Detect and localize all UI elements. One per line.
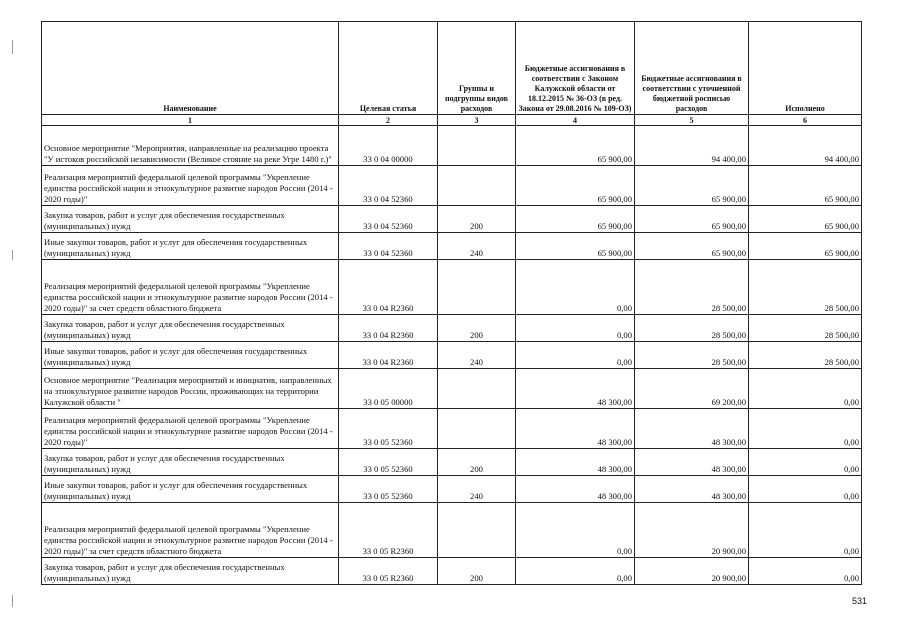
binder-mark-bottom — [12, 595, 13, 607]
header-name: Наименование — [42, 22, 339, 115]
row-group-code — [438, 126, 516, 166]
row-name: Иные закупки товаров, работ и услуг для обеспечения государственных (муниципальных) нужд — [42, 476, 339, 503]
row-law-amount: 65 900,00 — [516, 126, 635, 166]
row-group-code: 240 — [438, 342, 516, 369]
row-target-code: 33 0 04 52360 — [339, 166, 438, 206]
row-law-amount: 0,00 — [516, 503, 635, 558]
row-name: Закупка товаров, работ и услуг для обеспечения государственных (муниципальных) нужд — [42, 315, 339, 342]
row-target-code: 33 0 04 52360 — [339, 206, 438, 233]
row-name: Основное мероприятие "Мероприятия, направленные на реализацию проекта "У истоков российской независимости (Великое стояние на реке Угре 1480 г.)" — [42, 126, 339, 166]
row-law-amount: 48 300,00 — [516, 369, 635, 409]
row-refined-amount: 65 900,00 — [635, 206, 749, 233]
page-number: 531 — [851, 596, 867, 606]
table-row — [42, 166, 862, 206]
budget-table — [41, 21, 862, 585]
table-row — [42, 503, 862, 558]
row-refined-amount: 94 400,00 — [635, 126, 749, 166]
row-executed-amount: 0,00 — [749, 409, 862, 449]
row-group-code: 200 — [438, 315, 516, 342]
col-number: 2 — [339, 115, 438, 126]
row-target-code: 33 0 04 R2360 — [339, 315, 438, 342]
table-row — [42, 369, 862, 409]
row-law-amount: 65 900,00 — [516, 233, 635, 260]
row-refined-amount: 28 500,00 — [635, 315, 749, 342]
row-name: Закупка товаров, работ и услуг для обеспечения государственных (муниципальных) нужд — [42, 449, 339, 476]
row-target-code: 33 0 05 52360 — [339, 449, 438, 476]
col-number: 5 — [635, 115, 749, 126]
row-group-code: 240 — [438, 233, 516, 260]
row-name: Реализация мероприятий федеральной целевой программы "Укрепление единства российской нации и этнокультурное развитие народов России (2014 - 2020 годы)" за счет средств областного бюджета — [42, 260, 339, 315]
row-law-amount: 48 300,00 — [516, 476, 635, 503]
row-refined-amount: 20 900,00 — [635, 503, 749, 558]
row-refined-amount: 65 900,00 — [635, 166, 749, 206]
row-name: Иные закупки товаров, работ и услуг для обеспечения государственных (муниципальных) нужд — [42, 233, 339, 260]
row-group-code: 200 — [438, 558, 516, 585]
row-executed-amount: 65 900,00 — [749, 166, 862, 206]
row-law-amount: 48 300,00 — [516, 409, 635, 449]
row-law-amount: 48 300,00 — [516, 449, 635, 476]
header-executed: Исполнено — [749, 22, 862, 115]
table-row — [42, 342, 862, 369]
table-row — [42, 449, 862, 476]
header-law: Бюджетные ассигнования в соответствии с Законом Калужской области от 18.12.2015 № 36-ОЗ (в ред. Закона от 29.08.2016 № 109-ОЗ) — [516, 22, 635, 115]
row-name: Иные закупки товаров, работ и услуг для обеспечения государственных (муниципальных) нужд — [42, 342, 339, 369]
binder-mark-top — [12, 40, 13, 54]
row-executed-amount: 0,00 — [749, 558, 862, 585]
header-refined: Бюджетные ассигнования в соответствии с уточненной бюджетной росписью расходов — [635, 22, 749, 115]
row-target-code: 33 0 04 R2360 — [339, 260, 438, 315]
row-group-code — [438, 260, 516, 315]
table-row — [42, 476, 862, 503]
row-name: Основное мероприятие "Реализация мероприятий и инициатив, направленных на этнокультурное развитие народов России, проживающих на территории Калужской области " — [42, 369, 339, 409]
row-executed-amount: 28 500,00 — [749, 342, 862, 369]
row-group-code — [438, 503, 516, 558]
row-executed-amount: 0,00 — [749, 449, 862, 476]
header-target: Целевая статья — [339, 22, 438, 115]
row-executed-amount: 0,00 — [749, 369, 862, 409]
row-name: Закупка товаров, работ и услуг для обеспечения государственных (муниципальных) нужд — [42, 206, 339, 233]
row-group-code — [438, 166, 516, 206]
row-refined-amount: 48 300,00 — [635, 449, 749, 476]
row-refined-amount: 20 900,00 — [635, 558, 749, 585]
row-executed-amount: 94 400,00 — [749, 126, 862, 166]
col-number: 3 — [438, 115, 516, 126]
row-group-code: 240 — [438, 476, 516, 503]
row-target-code: 33 0 04 R2360 — [339, 342, 438, 369]
row-refined-amount: 28 500,00 — [635, 342, 749, 369]
header-groups: Группы и подгруппы видов расходов — [438, 22, 516, 115]
row-target-code: 33 0 04 00000 — [339, 126, 438, 166]
row-law-amount: 65 900,00 — [516, 166, 635, 206]
row-refined-amount: 48 300,00 — [635, 476, 749, 503]
row-target-code: 33 0 05 R2360 — [339, 558, 438, 585]
row-group-code — [438, 409, 516, 449]
row-executed-amount: 65 900,00 — [749, 206, 862, 233]
row-law-amount: 0,00 — [516, 315, 635, 342]
table-body — [42, 126, 862, 585]
row-name: Закупка товаров, работ и услуг для обеспечения государственных (муниципальных) нужд — [42, 558, 339, 585]
table-row — [42, 260, 862, 315]
row-group-code: 200 — [438, 206, 516, 233]
row-name: Реализация мероприятий федеральной целевой программы "Укрепление единства российской нации и этнокультурное развитие народов России (2014 - 2020 годы)" — [42, 409, 339, 449]
col-number: 1 — [42, 115, 339, 126]
row-law-amount: 0,00 — [516, 342, 635, 369]
binder-mark-mid — [12, 250, 13, 260]
row-target-code: 33 0 05 52360 — [339, 476, 438, 503]
table-row — [42, 126, 862, 166]
table-row — [42, 558, 862, 585]
row-name: Реализация мероприятий федеральной целевой программы "Укрепление единства российской нации и этнокультурное развитие народов России (2014 - 2020 годы)" за счет средств областного бюджета — [42, 503, 339, 558]
col-number: 4 — [516, 115, 635, 126]
table-row — [42, 315, 862, 342]
row-target-code: 33 0 05 00000 — [339, 369, 438, 409]
row-refined-amount: 69 200,00 — [635, 369, 749, 409]
row-law-amount: 0,00 — [516, 558, 635, 585]
row-law-amount: 65 900,00 — [516, 206, 635, 233]
row-executed-amount: 28 500,00 — [749, 260, 862, 315]
row-refined-amount: 28 500,00 — [635, 260, 749, 315]
table-row — [42, 233, 862, 260]
row-law-amount: 0,00 — [516, 260, 635, 315]
row-executed-amount: 28 500,00 — [749, 315, 862, 342]
row-target-code: 33 0 05 52360 — [339, 409, 438, 449]
table-row — [42, 409, 862, 449]
row-group-code: 200 — [438, 449, 516, 476]
row-executed-amount: 0,00 — [749, 503, 862, 558]
row-name: Реализация мероприятий федеральной целевой программы "Укрепление единства российской нации и этнокультурное развитие народов России (2014 - 2020 годы)" — [42, 166, 339, 206]
row-group-code — [438, 369, 516, 409]
col-number: 6 — [749, 115, 862, 126]
table-header — [42, 22, 862, 126]
row-executed-amount: 0,00 — [749, 476, 862, 503]
row-executed-amount: 65 900,00 — [749, 233, 862, 260]
table-row — [42, 206, 862, 233]
row-refined-amount: 65 900,00 — [635, 233, 749, 260]
row-target-code: 33 0 05 R2360 — [339, 503, 438, 558]
row-target-code: 33 0 04 52360 — [339, 233, 438, 260]
row-refined-amount: 48 300,00 — [635, 409, 749, 449]
